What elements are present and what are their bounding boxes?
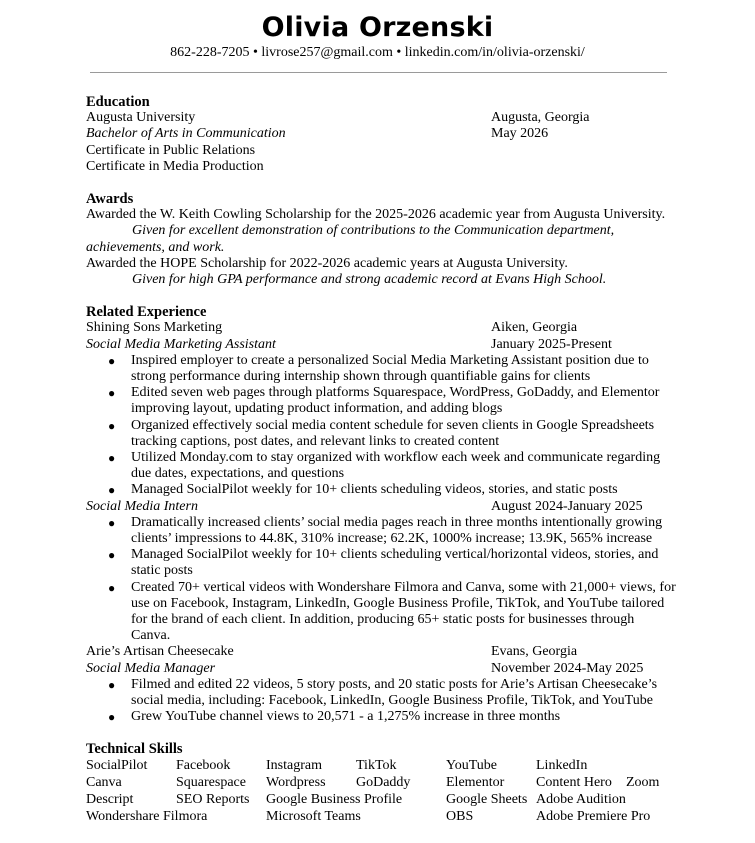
awards-heading: Awards: [86, 190, 134, 207]
award-detail: Given for high GPA performance and strong academic record at Evans High School.: [132, 272, 607, 287]
bullet-item: ● Grew YouTube channel views to 20,571 - a 1,275% increase in three months: [108, 709, 561, 725]
role-dates: August 2024-January 2025: [491, 498, 643, 514]
role-bullets: [86, 677, 676, 726]
award-title: Awarded the HOPE Scholarship for 2022-2026 academic years at Augusta University.: [86, 255, 568, 271]
skill-item: SocialPilot: [86, 757, 148, 773]
company-name: Arie’s Artisan Cheesecake: [86, 644, 234, 660]
role-dates: January 2025-Present: [491, 336, 612, 352]
school-name: Augusta University: [86, 110, 196, 126]
job-company-row: [86, 644, 676, 660]
role-bullets: [86, 353, 676, 499]
skills-heading: Technical Skills: [86, 741, 183, 758]
school-location: Augusta, Georgia: [491, 110, 590, 126]
skill-item: OBS: [446, 808, 474, 824]
education-heading: Education: [86, 94, 150, 110]
skill-item: TikTok: [356, 757, 397, 773]
role-title: Social Media Manager: [86, 660, 216, 676]
award-title: Awarded the W. Keith Cowling Scholarship for the 2025-2026 academic year from Augusta University.: [86, 207, 666, 223]
company-location: Evans, Georgia: [491, 644, 578, 660]
resume-body: [86, 94, 676, 826]
graduation-date: May 2026: [491, 126, 549, 142]
certificate: Certificate in Media Production: [86, 158, 264, 174]
skills-grid: [86, 758, 676, 826]
header-divider: [90, 72, 667, 73]
skill-item: Elementor: [446, 774, 505, 790]
bullet-item: ● Managed SocialPilot weekly for 10+ clients scheduling vertical/horizontal videos, stories, and static posts: [108, 547, 659, 579]
role-row: [86, 661, 676, 677]
skill-item: Wondershare Filmora: [86, 808, 208, 824]
bullet-item: ● Utilized Monday.com to stay organized with workflow each week and communicate regarding due dates, expectations, and questions: [108, 450, 661, 482]
bullet-item: ● Edited seven web pages through platforms Squarespace, WordPress, GoDaddy, and Elementor improving layout, updating product information, and adding blogs: [108, 385, 660, 417]
certificate: Certificate in Public Relations: [86, 142, 256, 158]
skill-item: Wordpress: [266, 774, 326, 790]
award-detail: Given for excellent demonstration of contributions to the Communication department, achievements, and work.: [86, 223, 615, 255]
bullet-item: ● Filmed and edited 22 videos, 5 story posts, and 20 static posts for Arie’s Artisan Cheesecake’s social media, including: Facebook, LinkedIn, Google Business Profile, TikTok, and YouTube: [108, 676, 658, 708]
education-school-row: [86, 110, 676, 126]
role-row: [86, 499, 676, 515]
bullet-item: ● Managed SocialPilot weekly for 10+ clients scheduling videos, stories, and static posts: [108, 482, 618, 498]
company-name: Shining Sons Marketing: [86, 320, 223, 336]
role-title: Social Media Marketing Assistant: [86, 336, 276, 352]
skill-item: Zoom: [626, 774, 660, 790]
role-bullets: [86, 515, 676, 645]
skill-item: Adobe Audition: [536, 791, 626, 807]
skill-item: Squarespace: [176, 774, 246, 790]
bullet-item: ● Organized effectively social media content schedule for seven clients in Google Spreadsheets tracking captions, post dates, and relevant links to created content: [108, 417, 655, 449]
bullet-item: ● Dramatically increased clients’ social media pages reach in three months intentionally growing clients’ impressions to 44.8K, 310% increase; 62.2K, 1000% increase; 13.9K, 565% increase: [108, 514, 663, 546]
experience-heading: Related Experience: [86, 304, 207, 321]
skill-item: Adobe Premiere Pro: [536, 808, 651, 824]
skill-item: Descript: [86, 791, 134, 807]
job-company-row: [86, 320, 676, 336]
bullet-item: ● Created 70+ vertical videos with Wondershare Filmora and Canva, some with 21,000+ views, for use on Facebook, Instagram, LinkedIn, Google Business Profile, TikTok, and YouTube tailored for the brand of each client. In addition, producing 65+ static posts for businesses through Canva.: [108, 579, 676, 644]
skill-item: Google Business Profile: [266, 791, 403, 807]
skill-item: YouTube: [446, 757, 497, 773]
skill-item: Instagram: [266, 757, 322, 773]
skill-item: Content Hero: [536, 774, 612, 790]
bullet-item: ● Inspired employer to create a personalized Social Media Marketing Assistant position due to strong performance during internship shown through quantifiable gains for clients: [108, 352, 649, 384]
role-title: Social Media Intern: [86, 498, 198, 514]
skill-item: LinkedIn: [536, 757, 588, 773]
skill-item: Microsoft Teams: [266, 808, 361, 824]
skill-item: Google Sheets: [446, 791, 528, 807]
education-degree-row: [86, 126, 676, 142]
resume-name: Olivia Orzenski: [261, 12, 494, 43]
contact-line: 862-228-7205 • livrose257@gmail.com • linkedin.com/in/olivia-orzenski/: [170, 45, 585, 60]
role-row: [86, 337, 676, 353]
skill-item: SEO Reports: [176, 791, 250, 807]
skill-item: GoDaddy: [356, 774, 411, 790]
role-dates: November 2024-May 2025: [491, 660, 644, 676]
skill-item: Canva: [86, 774, 122, 790]
skill-item: Facebook: [176, 757, 231, 773]
degree: Bachelor of Arts in Communication: [86, 126, 286, 142]
company-location: Aiken, Georgia: [491, 320, 578, 336]
